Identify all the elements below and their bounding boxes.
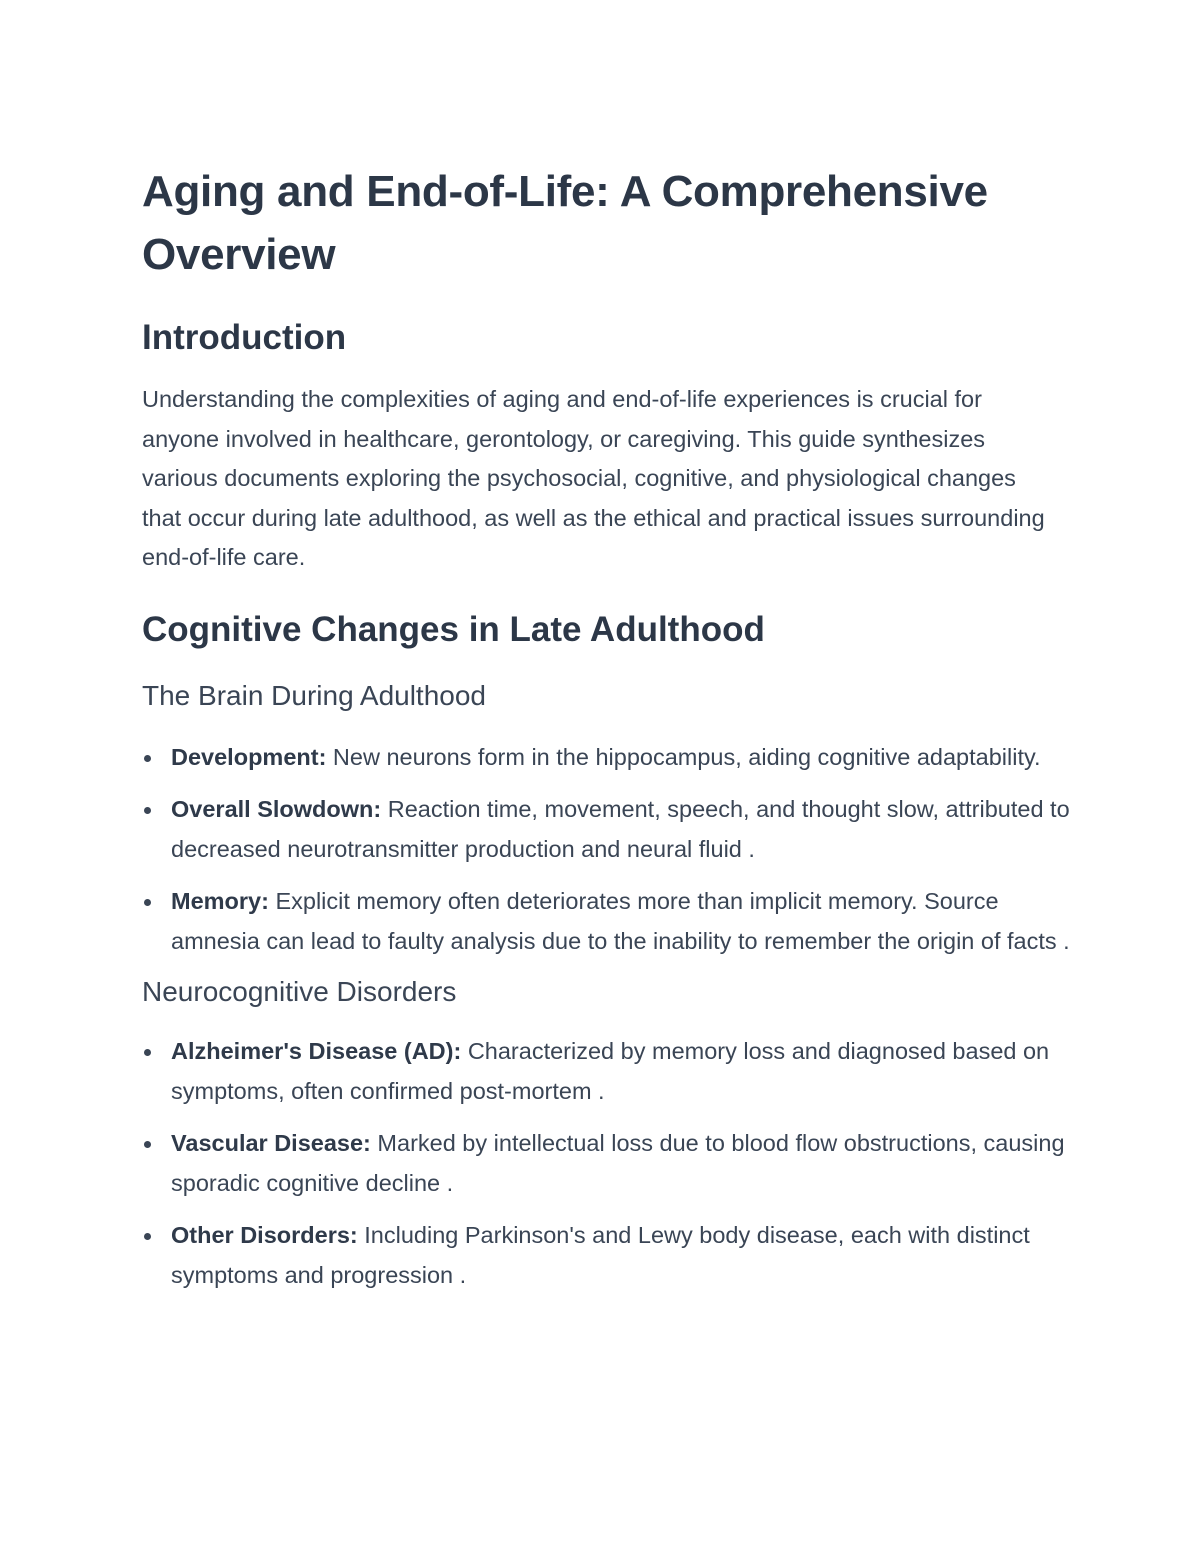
list-item xyxy=(142,738,1072,778)
list-item xyxy=(142,790,1072,869)
section-heading-introduction: Introduction xyxy=(142,318,347,357)
list-item-text: Reaction time, movement, speech, and thought slow, attributed to decreased neurotransmitter production and neural fluid . xyxy=(171,796,1070,862)
bullet-icon xyxy=(144,1049,151,1056)
list-item xyxy=(142,1124,1072,1203)
document-title: Aging and End-of-Life: A Comprehensive Overview xyxy=(142,167,988,279)
subsection-heading-neurocognitive: Neurocognitive Disorders xyxy=(142,976,457,1007)
list-item-term: Vascular Disease: xyxy=(171,1130,371,1156)
list-item-term: Overall Slowdown: xyxy=(171,796,382,822)
bullet-icon xyxy=(144,807,151,814)
list-item-text: Including Parkinson's and Lewy body disease, each with distinct symptoms and progression . xyxy=(171,1222,1030,1288)
list-item xyxy=(142,1032,1072,1111)
subsection-heading-brain: The Brain During Adulthood xyxy=(142,679,486,711)
list-item-term: Alzheimer's Disease (AD): xyxy=(171,1038,462,1064)
section-heading-cognitive-changes: Cognitive Changes in Late Adulthood xyxy=(142,609,765,649)
bullet-icon xyxy=(144,755,151,762)
list-item-text: New neurons form in the hippocampus, aiding cognitive adaptability. xyxy=(326,743,1041,770)
list-item-text: Explicit memory often deteriorates more than implicit memory. Source amnesia can lead to faulty analysis due to the inability to remember the origin of facts . xyxy=(171,888,1070,954)
list-item-term: Memory: xyxy=(171,888,269,914)
introduction-paragraph: Understanding the complexities of aging and end-of-life experiences is crucial for anyone involved in healthcare, gerontology, or caregiving. This guide synthesizes various documents exploring the psychosocial, cognitive, and physiological changes that occur during late adulthood, as well as the ethical and practical issues surrounding end-of-life care. xyxy=(142,386,1045,570)
list-item xyxy=(142,1216,1072,1295)
list-item-text: Marked by intellectual loss due to blood flow obstructions, causing sporadic cognitive decline . xyxy=(171,1130,1065,1196)
bullet-icon xyxy=(144,1141,151,1148)
bullet-icon xyxy=(144,1233,151,1240)
neuro-bullet-list xyxy=(142,1032,1072,1295)
bullet-icon xyxy=(144,899,151,906)
brain-bullet-list xyxy=(142,738,1072,962)
list-item-term: Other Disorders: xyxy=(171,1222,358,1248)
document-page xyxy=(142,160,1072,1308)
list-item xyxy=(142,882,1072,961)
list-item-text: Characterized by memory loss and diagnosed based on symptoms, often confirmed post-mortem . xyxy=(171,1038,1050,1104)
list-item-term: Development: xyxy=(171,743,327,770)
